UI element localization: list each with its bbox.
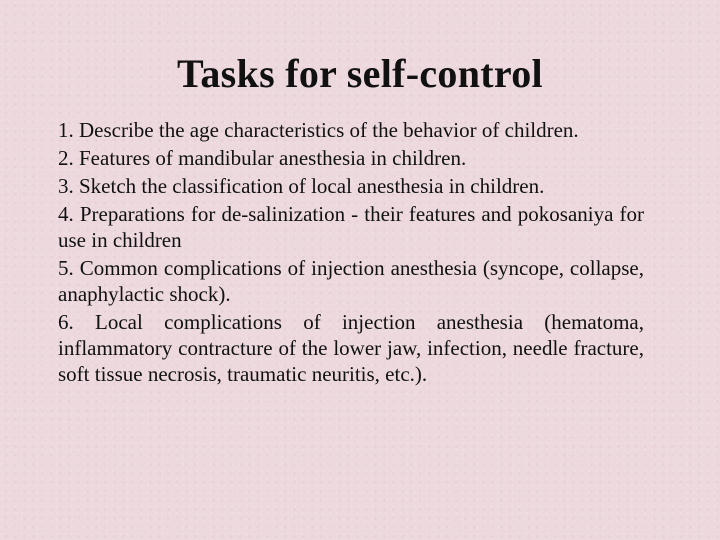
task-item-2: 2. Features of mandibular anesthesia in children. [58,146,467,170]
task-item-3: 3. Sketch the classification of local anesthesia in children. [58,174,545,198]
task-item-4: 4. Preparations for de-salinization - their features and pokosaniya for use in children [58,202,644,252]
task-item-6: 6. Local complications of injection anesthesia (hematoma, inflammatory contracture of the lower jaw, infection, needle fracture, soft tissue necrosis, traumatic neuritis, etc.). [58,310,644,386]
task-item-5: 5. Common complications of injection anesthesia (syncope, collapse, anaphylactic shock). [58,256,644,306]
task-list [58,117,644,389]
task-item-1: 1. Describe the age characteristics of the behavior of children. [58,118,579,142]
slide-title: Tasks for self-control [177,51,543,96]
